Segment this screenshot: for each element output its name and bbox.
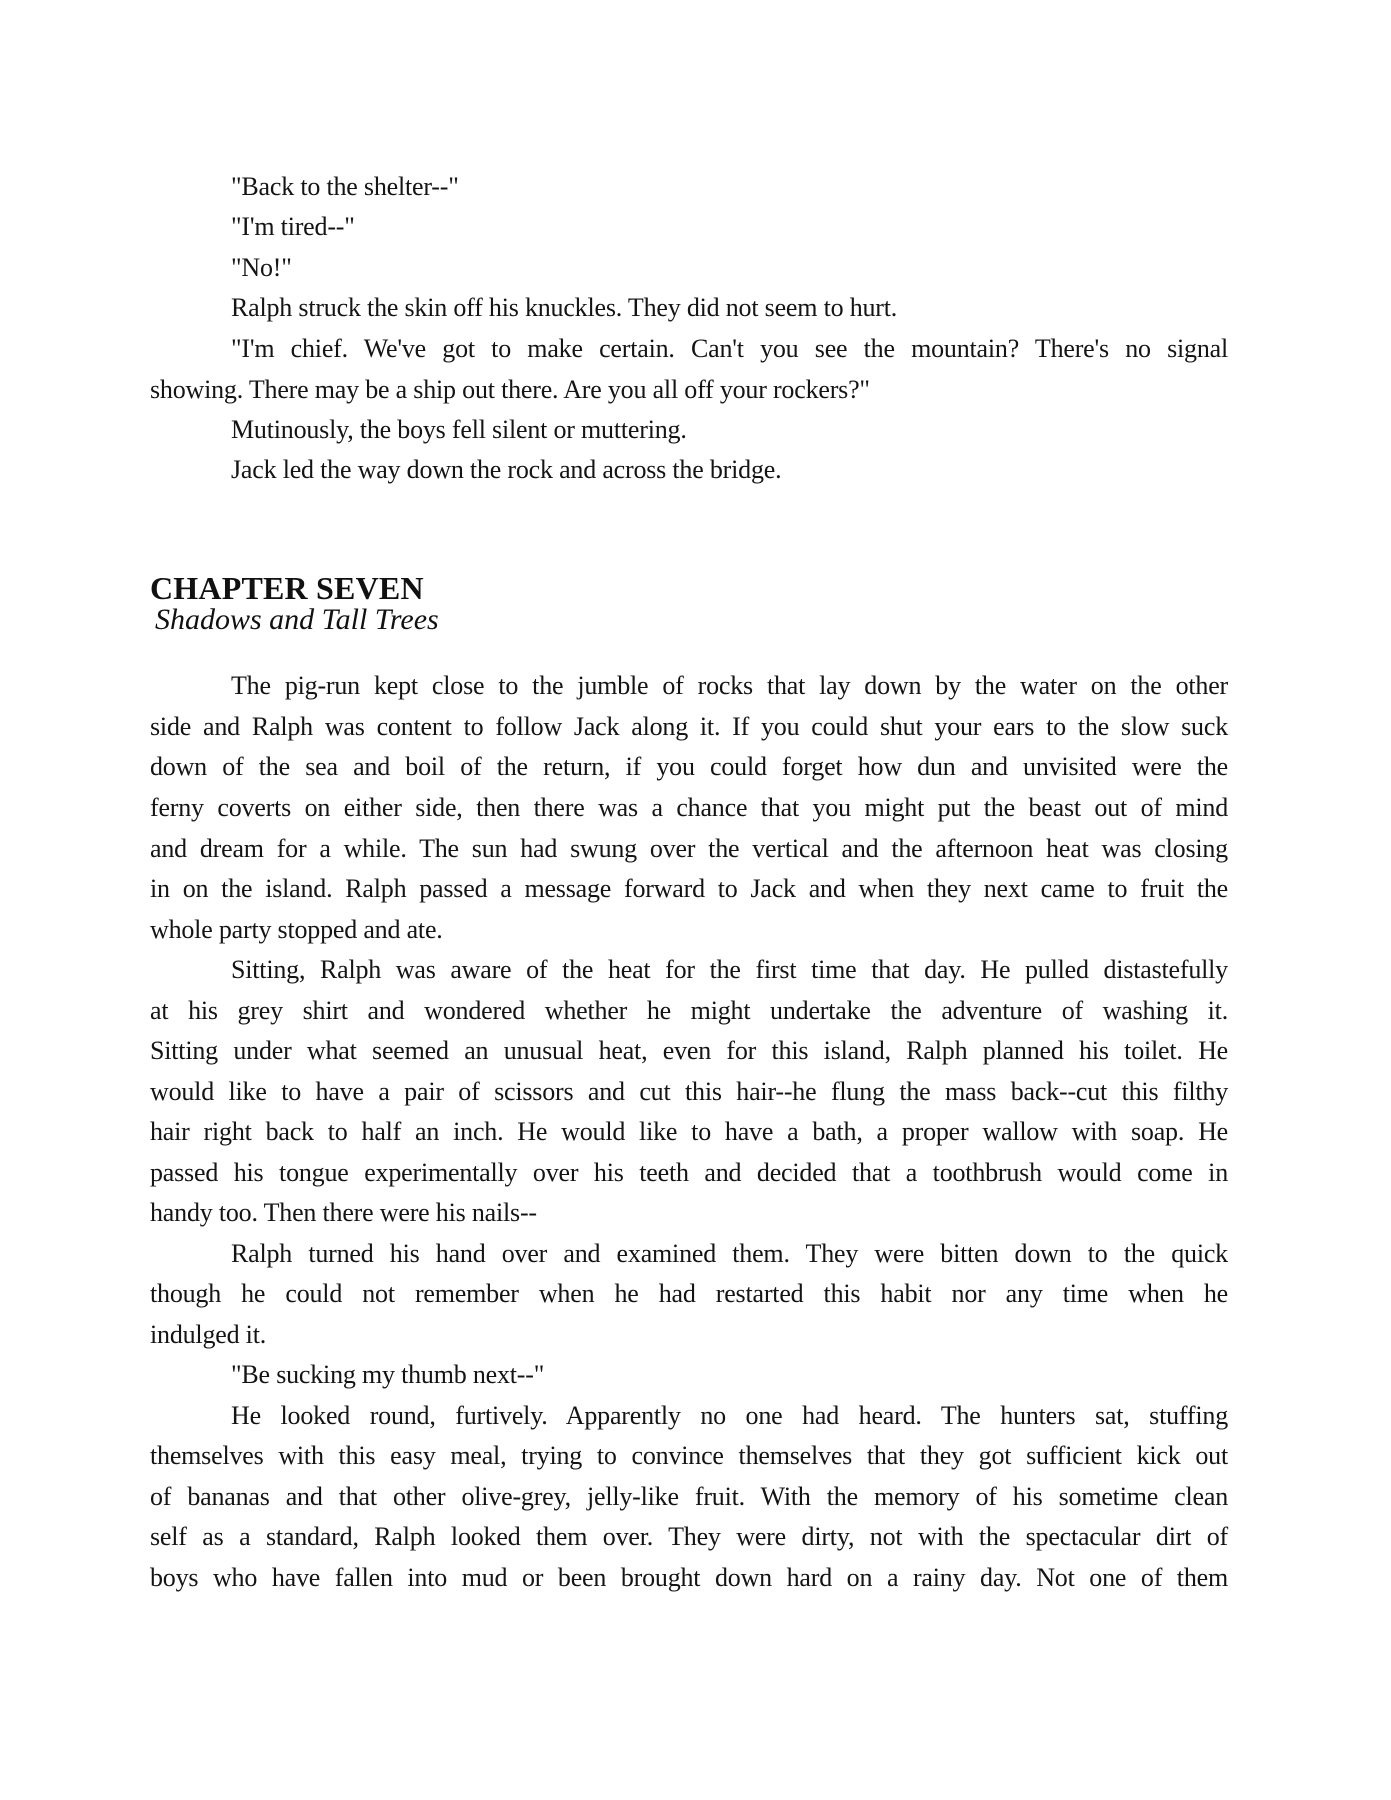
body-line: passed his tongue experimentally over his teeth and decided that a toothbrush would come in (150, 1158, 1228, 1187)
dialogue-line: "I'm tired--" (231, 212, 355, 241)
body-line: though he could not remember when he had restarted this habit nor any time when he (150, 1279, 1228, 1308)
chapter-subtitle: Shadows and Tall Trees (155, 603, 439, 636)
dialogue-line: Mutinously, the boys fell silent or muttering. (231, 415, 687, 444)
dialogue-line: Jack led the way down the rock and across the bridge. (231, 455, 782, 484)
body-line: Ralph turned his hand over and examined them. They were bitten down to the quick (231, 1239, 1228, 1268)
chapter-title: CHAPTER SEVEN (150, 570, 424, 606)
dialogue-line: "I'm chief. We've got to make certain. Can't you see the mountain? There's no signal (231, 334, 1228, 363)
body-line: "Be sucking my thumb next--" (231, 1360, 545, 1389)
body-line: hair right back to half an inch. He would like to have a bath, a proper wallow with soap. He (150, 1117, 1228, 1146)
body-line: in on the island. Ralph passed a message forward to Jack and when they next came to fruit the (150, 874, 1228, 903)
body-line: and dream for a while. The sun had swung over the vertical and the afternoon heat was closing (150, 834, 1228, 863)
dialogue-line: showing. There may be a ship out there. Are you all off your rockers?" (150, 375, 870, 404)
body-line: down of the sea and boil of the return, if you could forget how dun and unvisited were the (150, 752, 1228, 781)
dialogue-line: "No!" (231, 253, 292, 282)
body-line: themselves with this easy meal, trying to convince themselves that they got sufficient kick out (150, 1441, 1228, 1470)
body-line: boys who have fallen into mud or been brought down hard on a rainy day. Not one of them (150, 1563, 1228, 1592)
dialogue-line: Ralph struck the skin off his knuckles. They did not seem to hurt. (231, 293, 898, 322)
body-line: The pig-run kept close to the jumble of rocks that lay down by the water on the other (231, 671, 1228, 700)
body-line: Sitting under what seemed an unusual heat, even for this island, Ralph planned his toilet. He (150, 1036, 1228, 1065)
body-line: would like to have a pair of scissors and cut this hair--he flung the mass back--cut this filthy (150, 1077, 1228, 1106)
body-line: He looked round, furtively. Apparently no one had heard. The hunters sat, stuffing (231, 1401, 1228, 1430)
body-line: ferny coverts on either side, then there was a chance that you might put the beast out of mind (150, 793, 1228, 822)
body-line: at his grey shirt and wondered whether he might undertake the adventure of washing it. (150, 996, 1228, 1025)
body-line: side and Ralph was content to follow Jack along it. If you could shut your ears to the slow suck (150, 712, 1228, 741)
body-line: self as a standard, Ralph looked them over. They were dirty, not with the spectacular dirt of (150, 1522, 1228, 1551)
dialogue-line: "Back to the shelter--" (231, 172, 459, 201)
body-line: whole party stopped and ate. (150, 915, 443, 944)
body-line: Sitting, Ralph was aware of the heat for the first time that day. He pulled distastefully (231, 955, 1228, 984)
body-line: of bananas and that other olive-grey, jelly-like fruit. With the memory of his sometime clean (150, 1482, 1228, 1511)
body-line: indulged it. (150, 1320, 267, 1349)
body-line: handy too. Then there were his nails-- (150, 1198, 537, 1227)
